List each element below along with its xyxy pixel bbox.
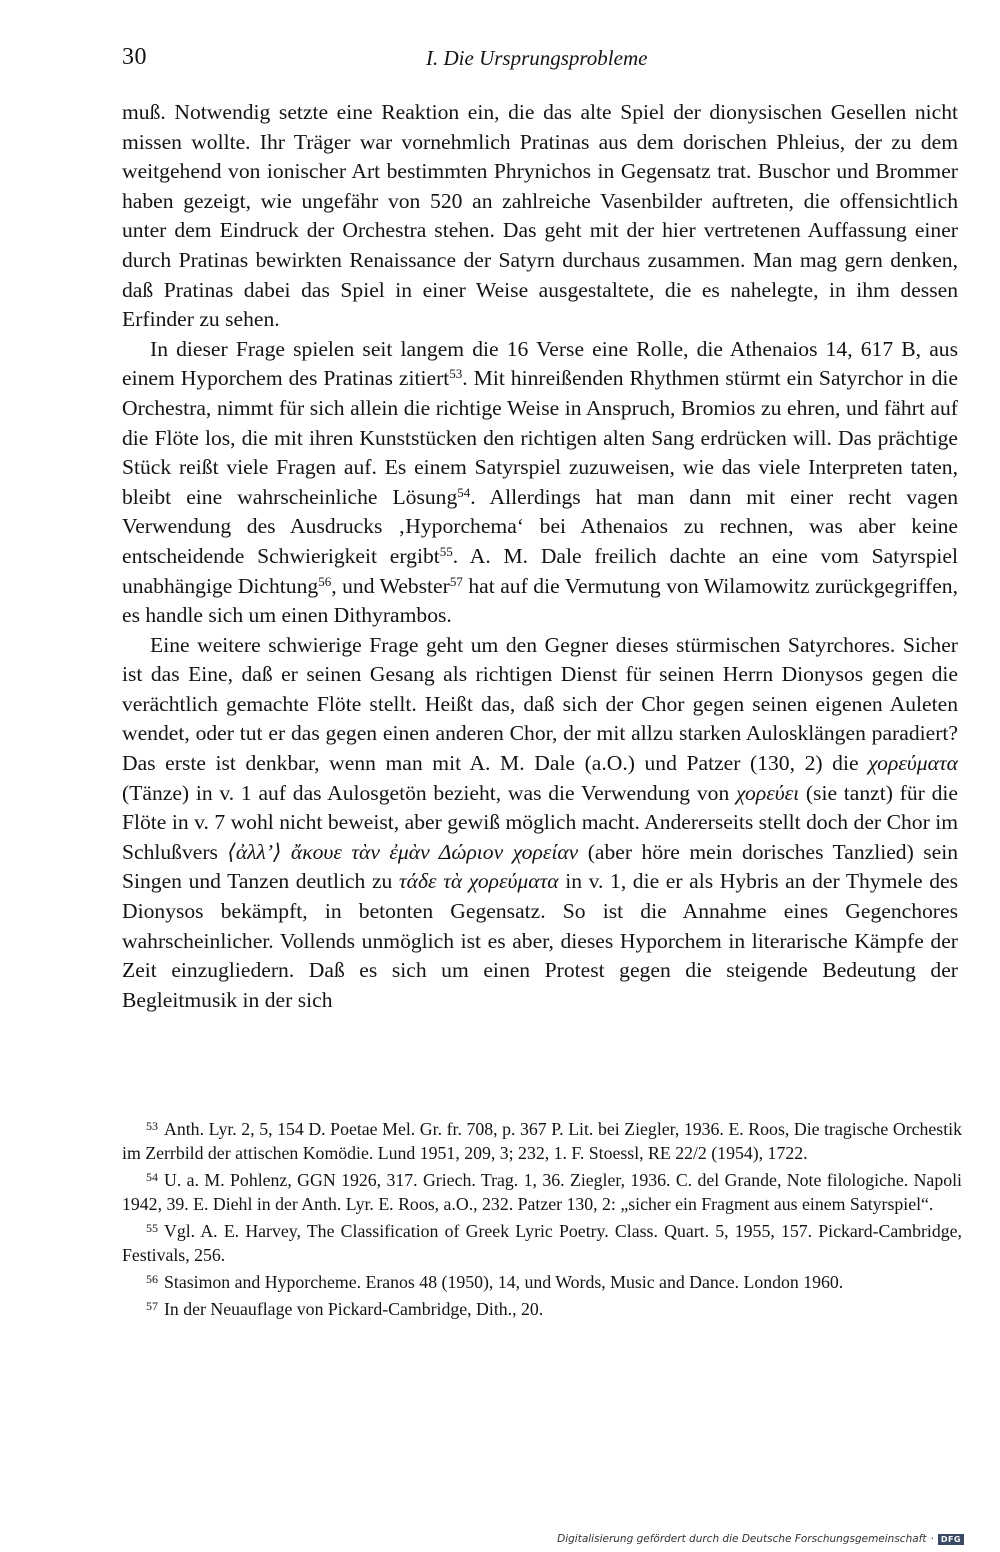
- footnote-text: Vgl. A. E. Harvey, The Classification of Greek Lyric Poetry. Class. Quart. 5, 1955, 157. Pickard-Cambridge, Festivals, 256.: [122, 1221, 962, 1265]
- paragraph-3-text-3: (sie tanzt) für die Flöte in v. 7 wohl nicht beweist, aber gewiß möglich macht. Andererseits stellt doch der Chor im Schlußvers: [122, 780, 958, 864]
- footnote-text: U. a. M. Pohlenz, GGN 1926, 317. Griech. Trag. 1, 36. Ziegler, 1936. C. del Grande, Note filologiche. Napoli 1942, 39. E. Diehl in der Anth. Lyr. E. Roos, a.O., 232. Patzer 130, 2: „sicher ein Fragment aus einem Satyrspiel“.: [122, 1170, 962, 1214]
- footnote-number: 54: [146, 1170, 158, 1184]
- paragraph-3-text-4: (aber höre mein dorisches Tanzlied) sein Singen und Tanzen deutlich zu: [122, 839, 959, 894]
- paragraph-1: muß. Notwendig setzte eine Reaktion ein, die das alte Spiel der dionysischen Gesellen nicht missen wollte. Ihr Träger war vornehmlich Pratinas aus dem dorischen Phleius, der zu dem weitgehend von ionischer Art bestimmten Phrynichos in Gegensatz trat. Buschor und Brommer haben gezeigt, wie ungefähr von 520 an zahlreiche Vasenbilder auftreten, die offensichtlich unter dem Eindruck der Orchestra stehen. Das geht mit der hier vertretenen Auffassung einer durch Pratinas bewirkten Renaissance der Satyrn durchaus zusammen. Man mag gern denken, daß Pratinas dabei das Spiel in einer Weise ausgestaltete, die es nahelegte, in ihm dessen Erfinder zu sehen.: [122, 100, 958, 332]
- footnote-number: 53: [146, 1119, 158, 1133]
- running-head: I. Die Ursprungsprobleme: [426, 46, 648, 70]
- footnote-56: [122, 1270, 962, 1294]
- paragraph-2-text-3: . Allerdings hat man dann mit einer recht vagen Verwendung des Ausdrucks ‚Hyporchema‘ bei Athenaios zu rechnen, was aber keine entscheidende Schwierigkeit ergibt: [122, 484, 958, 568]
- footnote-text: In der Neuauflage von Pickard-Cambridge, Dith., 20.: [164, 1299, 544, 1319]
- paragraph-3-text-2: (Tänze) in v. 1 auf das Aulosgetön bezieht, was die Verwendung von: [122, 780, 736, 805]
- funding-note: Digitalisierung gefördert durch die Deutsche Forschungsgemeinschaft · DFG: [557, 1533, 964, 1545]
- footnote-54: [122, 1168, 962, 1216]
- footnote-57: [122, 1297, 962, 1321]
- footnote-ref-54[interactable]: 54: [457, 484, 471, 500]
- footnote-number: 57: [146, 1299, 158, 1313]
- footnote-ref-56[interactable]: 56: [318, 573, 332, 589]
- greek-term-tade-ta-choreumata: τάδε τὰ χορεύματα: [398, 869, 559, 894]
- paragraph-3-text-5: in v. 1, die er als Hybris an der Thymele des Dionysos bekämpft, in betonten Gegensatz. So ist die Annahme eines Gegenchores wahrscheinlicher. Vollends unmöglich ist es aber, dieses Hyporchem in literarische Kämpfe der Zeit einzugliedern. Daß es sich um einen Protest gegen die steigende Bedeutung der Begleitmusik in der sich: [122, 869, 958, 1012]
- dfg-logo-icon: DFG: [938, 1534, 964, 1545]
- greek-quote-final-verse: ⟨ἀλλ’⟩ ἄκουε τὰν ἐμὰν Δώριον χορείαν: [227, 839, 579, 864]
- footnote-53: [122, 1117, 962, 1165]
- footnote-55: [122, 1219, 962, 1267]
- greek-term-choreuei: χορεύει: [735, 780, 800, 805]
- footnote-text: Anth. Lyr. 2, 5, 154 D. Poetae Mel. Gr. fr. 708, p. 367 P. Lit. bei Ziegler, 1936. E. Roos, Die tragische Orchestik im Zerrbild der attischen Komödie. Lund 1951, 209, 3; 232, 1. F. Stoessl, RE 22/2 (1954), 1722.: [122, 1119, 962, 1163]
- paragraph-3: [122, 631, 958, 1016]
- paragraph-2-text-1: In dieser Frage spielen seit langem die 16 Verse eine Rolle, die Athenaios 14, 617 B, aus einem Hyporchem des Pratinas zitiert: [122, 336, 958, 391]
- paragraph-3-text-1: Eine weitere schwierige Frage geht um den Gegner dieses stürmischen Satyrchores. Sicher ist das Eine, daß er seinen Gesang als richtigen Dienst für seinen Herrn Dionysos gegen die verächtlich gemachte Flöte stellt. Heißt das, daß sich der Chor gegen seinen eigenen Auleten wendet, oder tut er das gegen einen anderen Chor, der mit allzu starken Aulosklängen paradiert? Das erste ist denkbar, wenn man mit A. M. Dale (a.O.) und Patzer (130, 2) die: [122, 632, 958, 776]
- paragraph-2-text-2: . Mit hinreißenden Rhythmen stürmt ein Satyrchor in die Orchestra, nimmt für sich allein die richtige Weise in Anspruch, Bromios zu ehren, und fährt auf die Flöte los, die mit ihren Kunststücken den richtigen alten Sang erdrücken will. Das prächtige Stück reißt viele Fragen auf. Es einem Satyrspiel zuzuweisen, wie das viele Interpreten taten, bleibt eine wahrscheinliche Lösung: [122, 366, 958, 509]
- footnote-ref-53[interactable]: 53: [449, 366, 463, 382]
- paragraph-2-text-5: , und Webster: [331, 573, 450, 598]
- footnote-ref-57[interactable]: 57: [449, 573, 463, 589]
- footnote-number: 56: [146, 1272, 158, 1286]
- footnote-text: Stasimon and Hyporcheme. Eranos 48 (1950), 14, und Words, Music and Dance. London 1960.: [164, 1272, 844, 1292]
- footnote-ref-55[interactable]: 55: [439, 543, 453, 559]
- body-text: [122, 98, 958, 1015]
- paragraph-2: [122, 335, 958, 631]
- funding-note-text: Digitalisierung gefördert durch die Deutsche Forschungsgemeinschaft: [557, 1533, 927, 1545]
- page-number: 30: [122, 44, 147, 70]
- greek-term-choreumata: χορεύματα: [868, 751, 958, 776]
- footnote-number: 55: [146, 1221, 158, 1235]
- paragraph-2-text-4: . A. M. Dale freilich dachte an eine vom Satyrspiel unabhängige Dichtung: [122, 543, 958, 598]
- footnotes: [122, 1117, 962, 1324]
- paragraph-2-text-6: hat auf die Vermutung von Wilamowitz zurückgegriffen, es handle sich um einen Dithyrambos.: [122, 573, 958, 628]
